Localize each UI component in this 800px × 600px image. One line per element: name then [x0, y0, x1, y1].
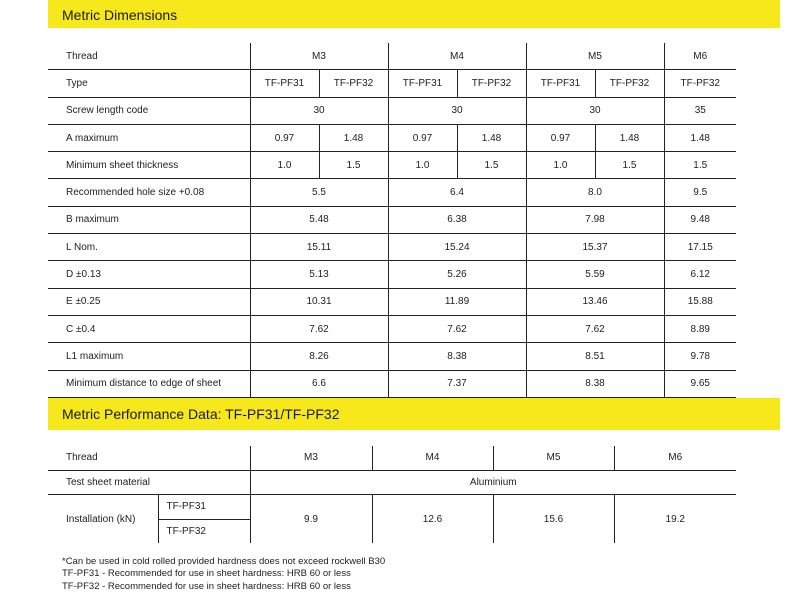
table-row — [48, 234, 736, 261]
value-cell: 9.48 — [664, 206, 736, 233]
thread-row — [48, 446, 736, 470]
table-row — [48, 315, 736, 342]
installation-type — [158, 495, 250, 520]
row-label: D ±0.13 — [48, 261, 250, 288]
value-cell: 1.5 — [457, 152, 526, 179]
value-cell: 30 — [526, 97, 664, 124]
value-cell: 5.26 — [388, 261, 526, 288]
table-row — [48, 343, 736, 370]
value-cell: 5.13 — [250, 261, 388, 288]
row-label: E ±0.25 — [48, 288, 250, 315]
value-cell: 1.5 — [595, 152, 664, 179]
value-cell: 7.62 — [526, 315, 664, 342]
metric-performance-table — [48, 446, 736, 543]
value-cell: 6.4 — [388, 179, 526, 206]
type-cell: TF-PF31 — [526, 70, 595, 97]
thread-header: M6 — [614, 446, 736, 470]
value-cell: 35 — [664, 97, 736, 124]
value-cell: 1.48 — [595, 124, 664, 151]
row-label: Thread — [48, 43, 250, 70]
value-cell: 8.0 — [526, 179, 664, 206]
value-cell: 11.89 — [388, 288, 526, 315]
row-label: Minimum distance to edge of sheet — [48, 370, 250, 397]
row-label: Installation (kN) — [48, 495, 158, 544]
thread-header: M4 — [372, 446, 493, 470]
row-label: Minimum sheet thickness — [48, 152, 250, 179]
value-cell: 8.38 — [526, 370, 664, 397]
value-cell: 5.59 — [526, 261, 664, 288]
table-row — [48, 206, 736, 233]
type-cell: TF-PF31 — [388, 70, 457, 97]
thread-header: M5 — [526, 43, 664, 70]
value-cell: 15.37 — [526, 234, 664, 261]
type-cell: TF-PF32 — [595, 70, 664, 97]
value-cell: 5.48 — [250, 206, 388, 233]
value-cell: 9.5 — [664, 179, 736, 206]
thread-header: M3 — [250, 446, 372, 470]
type-row — [48, 70, 736, 97]
row-label: Recommended hole size +0.08 — [48, 179, 250, 206]
row-label: A maximum — [48, 124, 250, 151]
value-cell: 5.5 — [250, 179, 388, 206]
value-cell: 1.5 — [319, 152, 388, 179]
row-label: Test sheet material — [48, 470, 250, 495]
footnote: TF-PF32 - Recommended for use in sheet hardness: HRB 60 or less — [62, 580, 351, 592]
value-cell: 1.48 — [457, 124, 526, 151]
installation-type-label: TF-PF32 — [166, 525, 206, 537]
value-cell: 7.98 — [526, 206, 664, 233]
row-label: L1 maximum — [48, 343, 250, 370]
value-cell: 1.0 — [388, 152, 457, 179]
value-cell: 8.26 — [250, 343, 388, 370]
value-cell: 15.11 — [250, 234, 388, 261]
value-cell: 1.0 — [250, 152, 319, 179]
value-cell: 30 — [388, 97, 526, 124]
footnote: *Can be used in cold rolled provided hardness does not exceed rockwell B30 — [62, 556, 386, 567]
table-row — [48, 288, 736, 315]
metric-performance-heading: Metric Performance Data: TF-PF31/TF-PF32 — [48, 398, 780, 430]
value-cell: 6.38 — [388, 206, 526, 233]
type-cell: TF-PF32 — [457, 70, 526, 97]
material-row — [48, 470, 736, 495]
screw-length-row — [48, 97, 736, 124]
value-cell: 8.51 — [526, 343, 664, 370]
value-cell: 13.46 — [526, 288, 664, 315]
value-cell: 8.38 — [388, 343, 526, 370]
value-cell: 0.97 — [388, 124, 457, 151]
value-cell: 15.24 — [388, 234, 526, 261]
row-label: C ±0.4 — [48, 315, 250, 342]
min-sheet-thickness-row — [48, 152, 736, 179]
material-value: Aluminium — [250, 470, 736, 495]
value-cell: 1.0 — [526, 152, 595, 179]
value-cell: 15.6 — [493, 495, 614, 544]
value-cell: 0.97 — [526, 124, 595, 151]
value-cell: 1.48 — [319, 124, 388, 151]
a-maximum-row — [48, 124, 736, 151]
value-cell: 1.5 — [664, 152, 736, 179]
row-label: Type — [48, 70, 250, 97]
value-cell: 17.15 — [664, 234, 736, 261]
footnotes — [62, 556, 385, 593]
value-cell: 6.6 — [250, 370, 388, 397]
value-cell: 7.37 — [388, 370, 526, 397]
row-label: B maximum — [48, 206, 250, 233]
type-cell: TF-PF32 — [664, 70, 736, 97]
installation-type-label: TF-PF31 — [166, 501, 206, 513]
table-row — [48, 370, 736, 397]
row-label: L Nom. — [48, 234, 250, 261]
value-cell: 7.62 — [250, 315, 388, 342]
installation-row — [48, 495, 736, 520]
value-cell: 9.78 — [664, 343, 736, 370]
thread-header: M6 — [664, 43, 736, 70]
value-cell: 10.31 — [250, 288, 388, 315]
value-cell: 9.65 — [664, 370, 736, 397]
value-cell: 12.6 — [372, 495, 493, 544]
table-row — [48, 179, 736, 206]
value-cell: 0.97 — [250, 124, 319, 151]
thread-header: M4 — [388, 43, 526, 70]
value-cell: 6.12 — [664, 261, 736, 288]
value-cell: 8.89 — [664, 315, 736, 342]
value-cell: 19.2 — [665, 513, 685, 525]
value-cell: 30 — [250, 97, 388, 124]
value-cell: 7.62 — [388, 315, 526, 342]
table-row — [48, 261, 736, 288]
row-label: Screw length code — [48, 97, 250, 124]
value-cell: 15.88 — [664, 288, 736, 315]
metric-dimensions-table — [48, 43, 736, 398]
row-label: Thread — [48, 446, 250, 470]
footnote: TF-PF31 - Recommended for use in sheet hardness: HRB 60 or less — [62, 568, 351, 580]
installation-type — [158, 519, 250, 543]
type-cell: TF-PF32 — [319, 70, 388, 97]
metric-dimensions-heading: Metric Dimensions — [48, 0, 780, 28]
thread-row — [48, 43, 736, 70]
thread-header: M3 — [250, 43, 388, 70]
value-cell: 9.9 — [250, 495, 372, 544]
value-cell: 1.48 — [664, 124, 736, 151]
thread-header: M5 — [493, 446, 614, 470]
type-cell: TF-PF31 — [250, 70, 319, 97]
